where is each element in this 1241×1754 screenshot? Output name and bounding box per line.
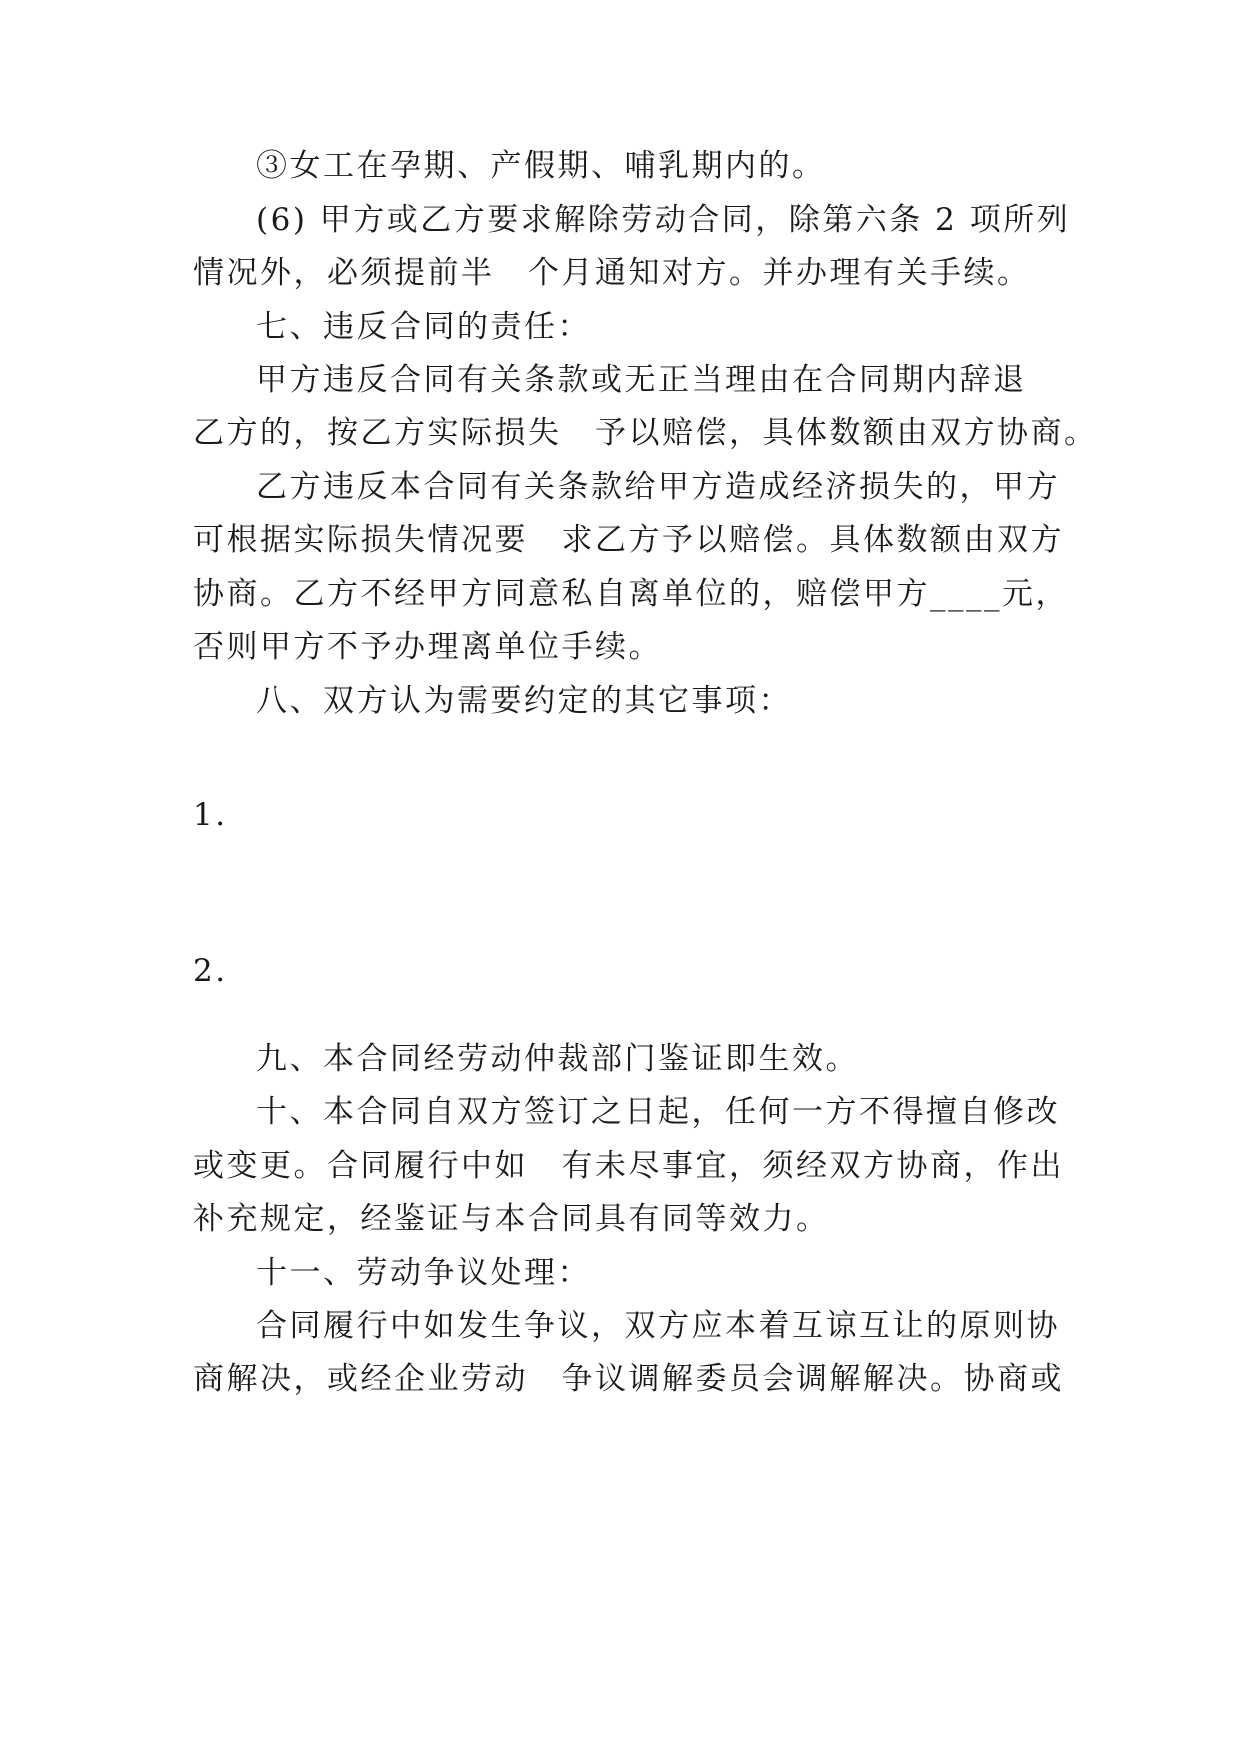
text-line: 甲方违反合同有关条款或无正当理由在合同期内辞退 — [256, 362, 1027, 398]
text-line: 或变更。合同履行中如 有未尽事宜，须经双方协商，作出 — [193, 1148, 1064, 1184]
text-line: 情况外，必须提前半 个月通知对方。并办理有关手续。 — [193, 255, 1031, 291]
text-line: 补充规定，经鉴证与本合同具有同等效力。 — [193, 1201, 830, 1237]
text-line: 合同履行中如发生争议，双方应本着互谅互让的原则协 — [256, 1308, 1060, 1344]
section-heading: 十一、劳动争议处理： — [256, 1255, 591, 1291]
text-line: 十、本合同自双方签订之日起，任何一方不得擅自修改 — [256, 1094, 1060, 1130]
text-line: ③女工在孕期、产假期、哺乳期内的。 — [256, 148, 826, 184]
text-line: 可根据实际损失情况要 求乙方予以赔偿。具体数额由双方 — [193, 522, 1064, 558]
section-heading: 八、双方认为需要约定的其它事项： — [256, 683, 792, 719]
text-line: 乙方的，按乙方实际损失 予以赔偿，具体数额由双方协商。 — [193, 415, 1098, 451]
text-line: (6) 甲方或乙方要求解除劳动合同，除第六条 2 项所列 — [256, 202, 1071, 238]
section-heading: 七、违反合同的责任： — [256, 309, 591, 345]
text-line: 乙方违反本合同有关条款给甲方造成经济损失的，甲方 — [256, 469, 1060, 505]
section-heading: 九、本合同经劳动仲裁部门鉴证即生效。 — [256, 1041, 859, 1077]
list-item-number: 1. — [193, 797, 228, 833]
text-line: 协商。乙方不经甲方同意私自离单位的，赔偿甲方____元， — [193, 576, 1069, 612]
text-line: 商解决，或经企业劳动 争议调解委员会调解解决。协商或 — [193, 1361, 1064, 1397]
list-item-number: 2. — [193, 953, 228, 989]
text-line: 否则甲方不予办理离单位手续。 — [193, 629, 662, 665]
